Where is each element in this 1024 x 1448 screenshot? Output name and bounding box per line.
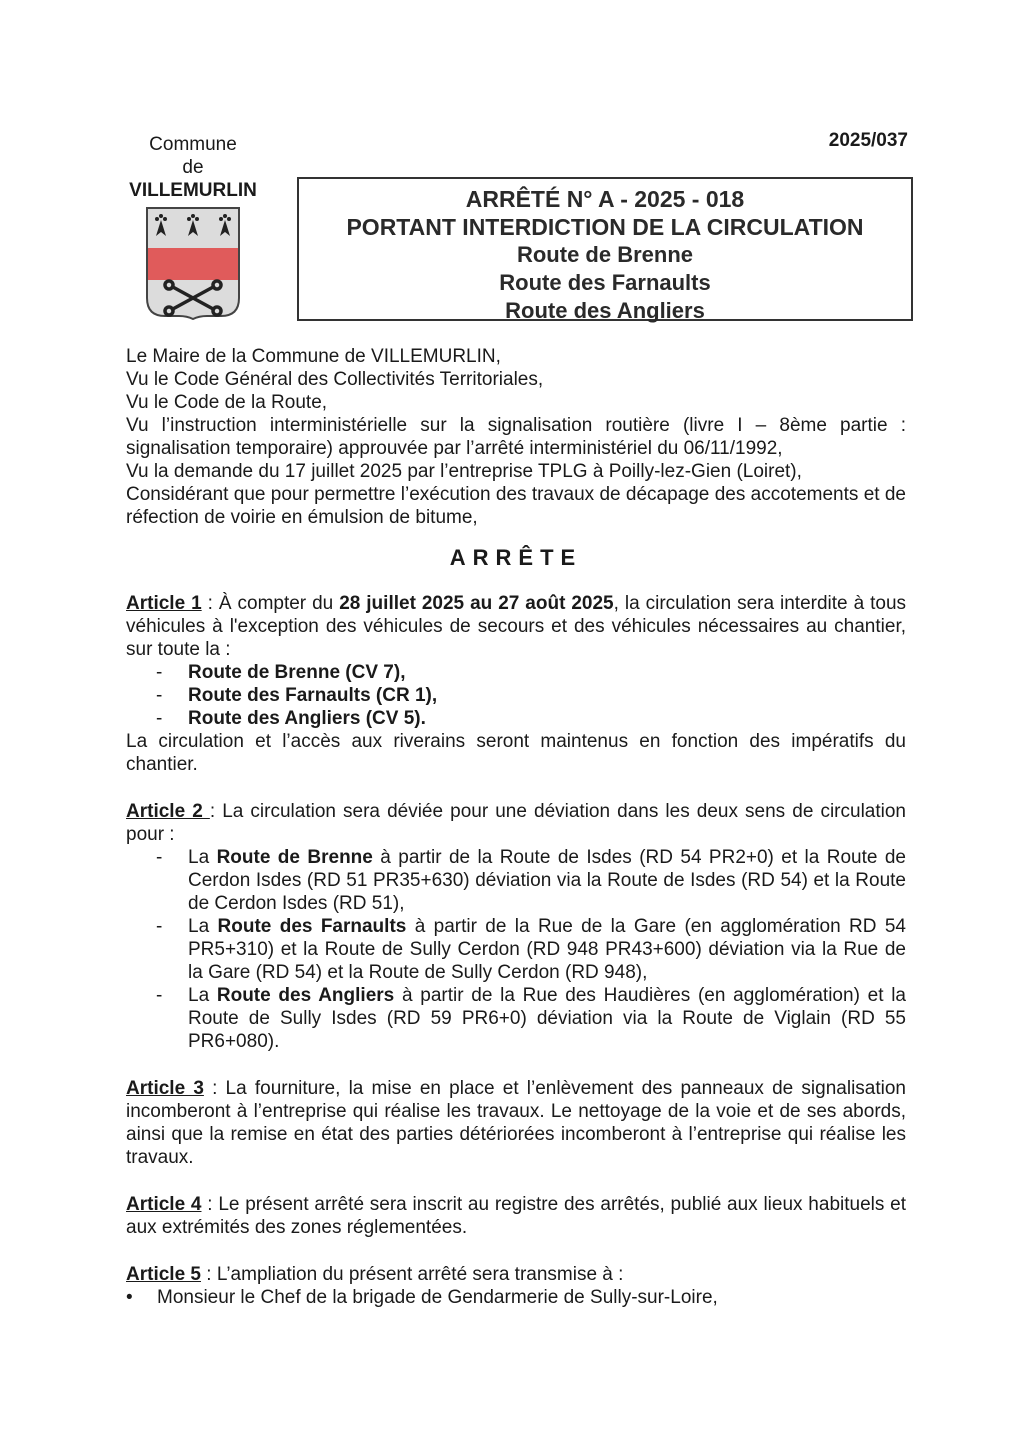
detour-road: Route des Farnaults [217,916,407,937]
article-text: , la circulation sera interdite à tous véhicules à l'exception des véhicules de secours et des véhicules nécessaires au chantier, sur toute la : [126,593,907,660]
closure-dates: 28 juillet 2025 au 27 août 2025 [339,593,614,614]
article-label: Article 3 [126,1078,204,1099]
preamble-line: Vu le Code de la Route, [126,392,328,413]
dash-marker: - [156,985,163,1006]
recipient: Monsieur le Chef de la brigade de Gendarmerie de Sully-sur-Loire, [157,1287,718,1308]
detour-text: à partir de la Rue des Haudières (en agglomération) et la Route de Sully Isdes (RD 59 PR6+0) déviation via la Route de Viglain (RD 55 PR6+080). [188,985,906,1052]
preamble-line: Vu la demande du 17 juillet 2025 par l’entreprise TPLG à Poilly-lez-Gien (Loiret), [126,461,802,482]
detour-list [126,846,906,1053]
dash-marker: - [156,685,163,706]
article-label: Article 5 [126,1264,201,1285]
article-text: La circulation et l’accès aux riverains seront maintenus en fonction des impératifs du chantier. [126,731,906,775]
bullet-marker: • [126,1287,133,1308]
commune-header [118,133,268,202]
article-2 [126,800,906,1053]
closed-roads-list [126,661,906,730]
article-label: Article 2 [126,801,210,822]
article-4 [126,1193,906,1239]
article-3 [126,1077,906,1169]
commune-label: Commune [149,134,237,155]
list-item [126,846,906,915]
recipients-list [126,1286,906,1309]
preamble-line: Le Maire de la Commune de VILLEMURLIN, [126,346,501,367]
preamble [126,345,906,529]
list-item [126,684,906,707]
dash-marker: - [156,847,163,868]
item-prefix: La [188,916,218,937]
article-text: : L’ampliation du présent arrêté sera transmise à : [200,1264,624,1285]
title-road-3: Route des Angliers [505,298,705,323]
article-text: : La circulation sera déviée pour une déviation dans les deux sens de circulation pour : [126,801,906,845]
article-text: : La fourniture, la mise en place et l’enlèvement des panneaux de signalisation incomberont à l’entreprise qui réalise les travaux. Le nettoyage de la voie et de ses abords, ainsi que la remise en état des parties détériorées incomberont à l’entreprise qui réalise les travaux. [126,1078,906,1168]
list-item [126,707,906,730]
item-prefix: La [188,847,217,868]
list-item [126,915,906,984]
article-5 [126,1263,906,1309]
dash-marker: - [156,916,163,937]
detour-text: à partir de la Rue de la Gare (en agglomération RD 54 PR5+310) et la Route de Sully Cerdon (RD 948 PR43+600) déviation via la Rue de la Gare (RD 54) et la Route de Sully Cerdon (RD 948), [188,916,906,983]
decree-number: ARRÊTÉ N° A - 2025 - 018 [465,186,745,212]
article-separator: : [201,593,219,614]
closed-road: Route des Angliers (CV 5). [188,708,426,729]
article-1 [126,592,906,776]
arrete-heading: ARRÊTE [449,545,583,570]
detour-road: Route de Brenne [216,847,373,868]
title-road-2: Route des Farnaults [499,270,711,295]
preamble-line: Vu l’instruction interministérielle sur la signalisation routière (livre I – 8ème partie : signalisation temporaire) approuvée par l’arrêté interministériel du 06/11/1992, [126,415,906,459]
list-item [126,984,906,1053]
preamble-line: Considérant que pour permettre l’exécution des travaux de décapage des accotements et de réfection de voirie en émulsion de bitume, [126,484,906,528]
commune-name: VILLEMURLIN [129,180,257,201]
commune-coat-of-arms [145,206,241,320]
article-label: Article 1 [126,593,202,614]
list-item [126,1286,906,1309]
closed-road: Route de Brenne (CV 7), [188,662,406,683]
preamble-line: Vu le Code Général des Collectivités Territoriales, [126,369,544,390]
title-road-1: Route de Brenne [516,242,694,267]
closed-road: Route des Farnaults (CR 1), [188,685,438,706]
detour-text: à partir de la Route de Isdes (RD 54 PR2+0) et la Route de Cerdon Isdes (RD 51 PR35+630) déviation via la Route de Isdes (RD 54) et la Route de Cerdon Isdes (RD 51), [188,847,907,914]
document-reference: 2025/037 [828,130,908,151]
dash-marker: - [156,708,163,729]
article-text: : Le présent arrêté sera inscrit au registre des arrêtés, publié aux lieux habituels et aux extrémités des zones réglementées. [126,1194,906,1238]
list-item [126,661,906,684]
commune-preposition: de [182,157,204,178]
document-body [126,345,906,1309]
detour-road: Route des Angliers [216,985,395,1006]
decree-subject: PORTANT INTERDICTION DE LA CIRCULATION [346,214,864,240]
article-text: À compter du [218,593,340,614]
title-box [297,177,913,321]
dash-marker: - [156,662,163,683]
item-prefix: La [188,985,217,1006]
article-label: Article 4 [126,1194,202,1215]
